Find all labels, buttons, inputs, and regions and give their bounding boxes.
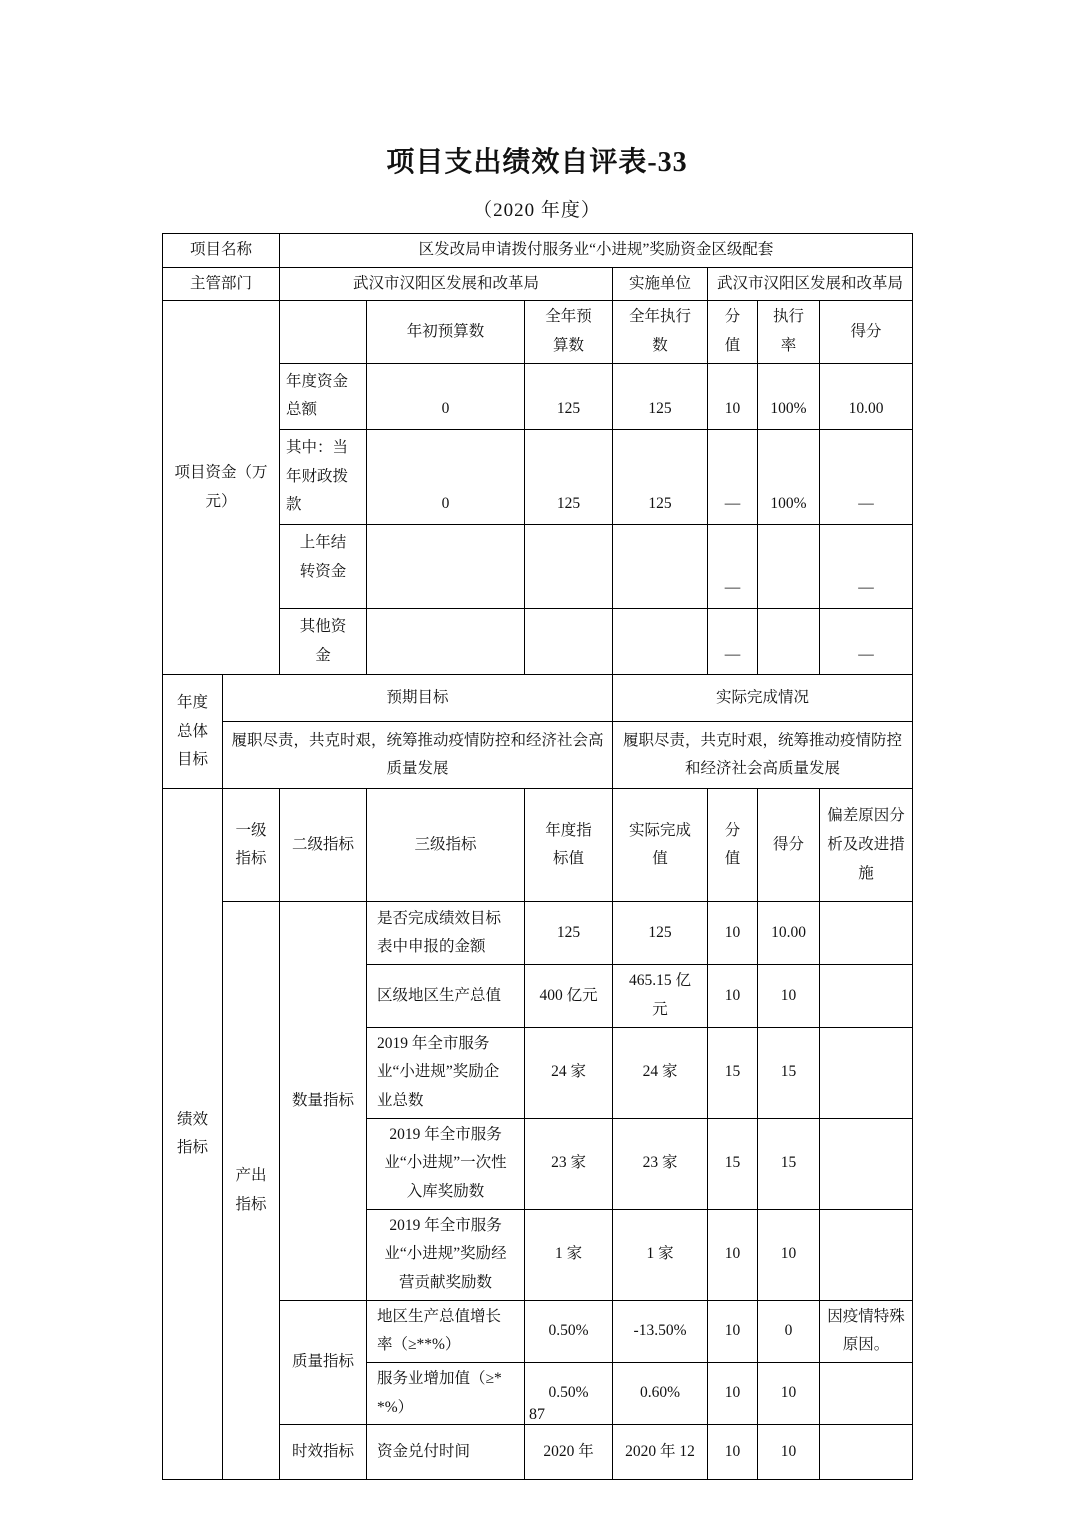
perf-score-cell: 10 bbox=[758, 1425, 820, 1480]
fund-value-cell: 0 bbox=[367, 363, 525, 429]
perf-deviation-cell bbox=[820, 1027, 913, 1118]
dept-value-cell: 武汉市汉阳区发展和改革局 bbox=[280, 267, 613, 301]
perf-points-cell: 10 bbox=[708, 1425, 758, 1480]
perf-section-label-cell: 绩效指标 bbox=[163, 789, 223, 1480]
perf-indicator-cell: 服务业增加值（≥**%） bbox=[367, 1363, 525, 1425]
perf-score-cell: 10 bbox=[758, 965, 820, 1027]
funds-header-cell: 全年执行数 bbox=[613, 301, 708, 363]
perf-group-label-cell: 质量指标 bbox=[280, 1300, 367, 1425]
perf-indicator-cell: 2019 年全市服务业“小进规”奖励企业总数 bbox=[367, 1027, 525, 1118]
perf-header-cell: 得分 bbox=[758, 789, 820, 902]
perf-indicator-cell: 2019 年全市服务业“小进规”一次性入库奖励数 bbox=[367, 1118, 525, 1209]
funds-sublabel-header-cell bbox=[280, 301, 367, 363]
perf-score-cell: 10 bbox=[758, 1209, 820, 1300]
fund-value-cell: 125 bbox=[525, 363, 613, 429]
perf-header-cell: 二级指标 bbox=[280, 789, 367, 902]
perf-target-cell: 24 家 bbox=[525, 1027, 613, 1118]
fund-value-cell: 100% bbox=[758, 430, 820, 525]
perf-actual-cell: -13.50% bbox=[613, 1300, 708, 1362]
fund-value-cell: 10 bbox=[708, 363, 758, 429]
funds-header-cell: 得分 bbox=[820, 301, 913, 363]
fund-value-cell bbox=[367, 609, 525, 675]
document-subtitle: （2020 年度） bbox=[473, 200, 601, 221]
fund-value-cell: 10.00 bbox=[820, 363, 913, 429]
fund-value-cell bbox=[525, 609, 613, 675]
fund-value-cell: 125 bbox=[613, 363, 708, 429]
perf-deviation-cell bbox=[820, 1118, 913, 1209]
fund-value-cell: — bbox=[820, 525, 913, 609]
perf-target-cell: 0.50% bbox=[525, 1300, 613, 1362]
goal-actual-text-cell: 履职尽责，共克时艰，统筹推动疫情防控和经济社会高质量发展 bbox=[613, 722, 913, 789]
perf-header-cell: 一级指标 bbox=[223, 789, 280, 902]
fund-value-cell bbox=[525, 525, 613, 609]
funds-header-cell: 分值 bbox=[708, 301, 758, 363]
perf-deviation-cell bbox=[820, 902, 913, 965]
fund-value-cell bbox=[613, 609, 708, 675]
perf-target-cell: 125 bbox=[525, 902, 613, 965]
goal-header-row bbox=[163, 675, 913, 722]
perf-header-cell: 分值 bbox=[708, 789, 758, 902]
fund-row-label-cell: 年度资金总额 bbox=[280, 363, 367, 429]
perf-score-cell: 10 bbox=[758, 1363, 820, 1425]
department-row bbox=[163, 267, 913, 301]
goal-content-row bbox=[163, 722, 913, 789]
goal-expected-header-cell: 预期目标 bbox=[223, 675, 613, 722]
dept-label-cell: 主管部门 bbox=[163, 267, 280, 301]
perf-target-cell: 0.50% bbox=[525, 1363, 613, 1425]
fund-value-cell: — bbox=[820, 430, 913, 525]
perf-score-cell: 15 bbox=[758, 1118, 820, 1209]
project-name-row bbox=[163, 234, 913, 268]
perf-points-cell: 15 bbox=[708, 1027, 758, 1118]
fund-value-cell: — bbox=[820, 609, 913, 675]
perf-deviation-cell bbox=[820, 1425, 913, 1480]
perf-header-cell: 偏差原因分析及改进措施 bbox=[820, 789, 913, 902]
perf-points-cell: 10 bbox=[708, 1300, 758, 1362]
perf-points-cell: 10 bbox=[708, 1363, 758, 1425]
impl-label-cell: 实施单位 bbox=[613, 267, 708, 301]
perf-level1-cell: 产出指标 bbox=[223, 902, 280, 1480]
perf-indicator-cell: 资金兑付时间 bbox=[367, 1425, 525, 1480]
project-name-value-cell: 区发改局申请拨付服务业“小进规”奖励资金区级配套 bbox=[280, 234, 913, 268]
fund-value-cell: 0 bbox=[367, 430, 525, 525]
fund-value-cell bbox=[613, 525, 708, 609]
perf-points-cell: 10 bbox=[708, 902, 758, 965]
funds-section-label-cell: 项目资金（万元） bbox=[163, 301, 280, 675]
fund-value-cell bbox=[758, 609, 820, 675]
goal-actual-header-cell: 实际完成情况 bbox=[613, 675, 913, 722]
document-title: 项目支出绩效自评表-33 bbox=[386, 147, 688, 178]
fund-value-cell: — bbox=[708, 525, 758, 609]
perf-target-cell: 23 家 bbox=[525, 1118, 613, 1209]
self-evaluation-table bbox=[162, 233, 913, 1480]
fund-value-cell: — bbox=[708, 430, 758, 525]
perf-deviation-cell: 因疫情特殊原因。 bbox=[820, 1300, 913, 1362]
perf-deviation-cell bbox=[820, 1209, 913, 1300]
perf-score-cell: 10.00 bbox=[758, 902, 820, 965]
perf-target-cell: 400 亿元 bbox=[525, 965, 613, 1027]
perf-points-cell: 10 bbox=[708, 965, 758, 1027]
perf-header-row bbox=[163, 789, 913, 902]
fund-row-label-cell: 上年结转资金 bbox=[280, 525, 367, 609]
perf-header-cell: 年度指标值 bbox=[525, 789, 613, 902]
impl-value-cell: 武汉市汉阳区发展和改革局 bbox=[708, 267, 913, 301]
project-name-label-cell: 项目名称 bbox=[163, 234, 280, 268]
perf-group-label-cell: 数量指标 bbox=[280, 902, 367, 1300]
perf-deviation-cell bbox=[820, 965, 913, 1027]
fund-value-cell: 100% bbox=[758, 363, 820, 429]
perf-score-cell: 0 bbox=[758, 1300, 820, 1362]
perf-actual-cell: 24 家 bbox=[613, 1027, 708, 1118]
perf-actual-cell: 1 家 bbox=[613, 1209, 708, 1300]
perf-actual-cell: 125 bbox=[613, 902, 708, 965]
perf-indicator-cell: 区级地区生产总值 bbox=[367, 965, 525, 1027]
fund-value-cell bbox=[367, 525, 525, 609]
funds-header-row bbox=[163, 301, 913, 363]
perf-header-cell: 实际完成值 bbox=[613, 789, 708, 902]
perf-actual-cell: 23 家 bbox=[613, 1118, 708, 1209]
page-number: 87 bbox=[529, 1406, 545, 1423]
fund-value-cell: 125 bbox=[525, 430, 613, 525]
perf-header-cell: 三级指标 bbox=[367, 789, 525, 902]
fund-value-cell: 125 bbox=[613, 430, 708, 525]
fund-value-cell: — bbox=[708, 609, 758, 675]
perf-target-cell: 1 家 bbox=[525, 1209, 613, 1300]
funds-header-cell: 年初预算数 bbox=[367, 301, 525, 363]
perf-target-cell: 2020 年 bbox=[525, 1425, 613, 1480]
perf-actual-cell: 2020 年 12 bbox=[613, 1425, 708, 1480]
perf-indicator-cell: 是否完成绩效目标表中申报的金额 bbox=[367, 902, 525, 965]
fund-row-label-cell: 其他资金 bbox=[280, 609, 367, 675]
fund-value-cell bbox=[758, 525, 820, 609]
goal-section-label-cell: 年度总体目标 bbox=[163, 675, 223, 789]
perf-points-cell: 10 bbox=[708, 1209, 758, 1300]
perf-group-label-cell: 时效指标 bbox=[280, 1425, 367, 1480]
perf-actual-cell: 465.15 亿元 bbox=[613, 965, 708, 1027]
perf-indicator-cell: 地区生产总值增长率（≥**%） bbox=[367, 1300, 525, 1362]
goal-expected-text-cell: 履职尽责，共克时艰，统筹推动疫情防控和经济社会高质量发展 bbox=[223, 722, 613, 789]
perf-indicator-cell: 2019 年全市服务业“小进规”奖励经营贡献奖励数 bbox=[367, 1209, 525, 1300]
perf-row bbox=[163, 902, 913, 965]
perf-points-cell: 15 bbox=[708, 1118, 758, 1209]
perf-score-cell: 15 bbox=[758, 1027, 820, 1118]
funds-header-cell: 执行率 bbox=[758, 301, 820, 363]
fund-row-label-cell: 其中：当年财政拨款 bbox=[280, 430, 367, 525]
funds-header-cell: 全年预算数 bbox=[525, 301, 613, 363]
perf-actual-cell: 0.60% bbox=[613, 1363, 708, 1425]
